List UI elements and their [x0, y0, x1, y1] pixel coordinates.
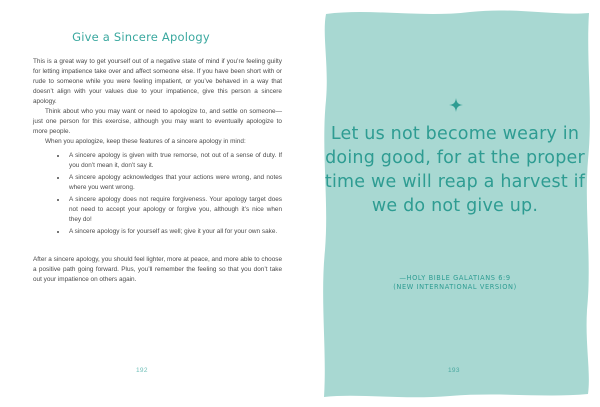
page-number: 192: [136, 367, 148, 374]
body-paragraph: Think about who you may want or need to apologize to, and settle on someone—just one person for this exercise, although you may want to eventually apologize to more people.: [33, 108, 282, 135]
apology-features-list: [33, 151, 282, 237]
quote-attribution: [320, 274, 590, 292]
list-item: • A sincere apology does not require forgiveness. Your apology target does not need to accept your apology or forgive you, although it’s nice when they do!: [67, 195, 282, 225]
intro-paragraph: This is a great way to get yourself out of a negative state of mind if you’re feeling guilty for letting impatience take over and affect someone else. If you have been short with or rude to someone while you were feeling impatient, or you’ve behaved in a way that doesn’t align with your values due to your impatience, give this person a sincere apology.: [33, 58, 282, 105]
closing-paragraph: After a sincere apology, you should feel lighter, more at peace, and more able to choose a positive path going forward. Plus, you’ll remember the feeling so that you don’t take out your impatience on others again.: [33, 256, 282, 283]
list-item: • A sincere apology is for yourself as well; give it your all for your own sake.: [67, 227, 282, 237]
attribution-source: —HOLY BIBLE GALATIANS 6:9: [399, 274, 511, 282]
right-page: [300, 0, 600, 407]
list-item: • A sincere apology acknowledges that your actions were wrong, and notes where you went wrong.: [67, 173, 282, 193]
page-number: 193: [448, 367, 460, 374]
quote-text: Let us not become weary in doing good, for at the proper time we will reap a harvest if we do not give up.: [324, 124, 586, 216]
attribution-version: (NEW INTERNATIONAL VERSION): [393, 283, 517, 291]
sparkle-icon: [449, 98, 463, 112]
list-item: • A sincere apology is given with true remorse, not out of a sense of duty. If you don’t mean it, don’t say it.: [67, 151, 282, 171]
body-paragraph: When you apologize, keep these features of a sincere apology in mind:: [45, 138, 246, 145]
section-title: Give a Sincere Apology: [72, 30, 210, 44]
body-text: [33, 57, 282, 285]
